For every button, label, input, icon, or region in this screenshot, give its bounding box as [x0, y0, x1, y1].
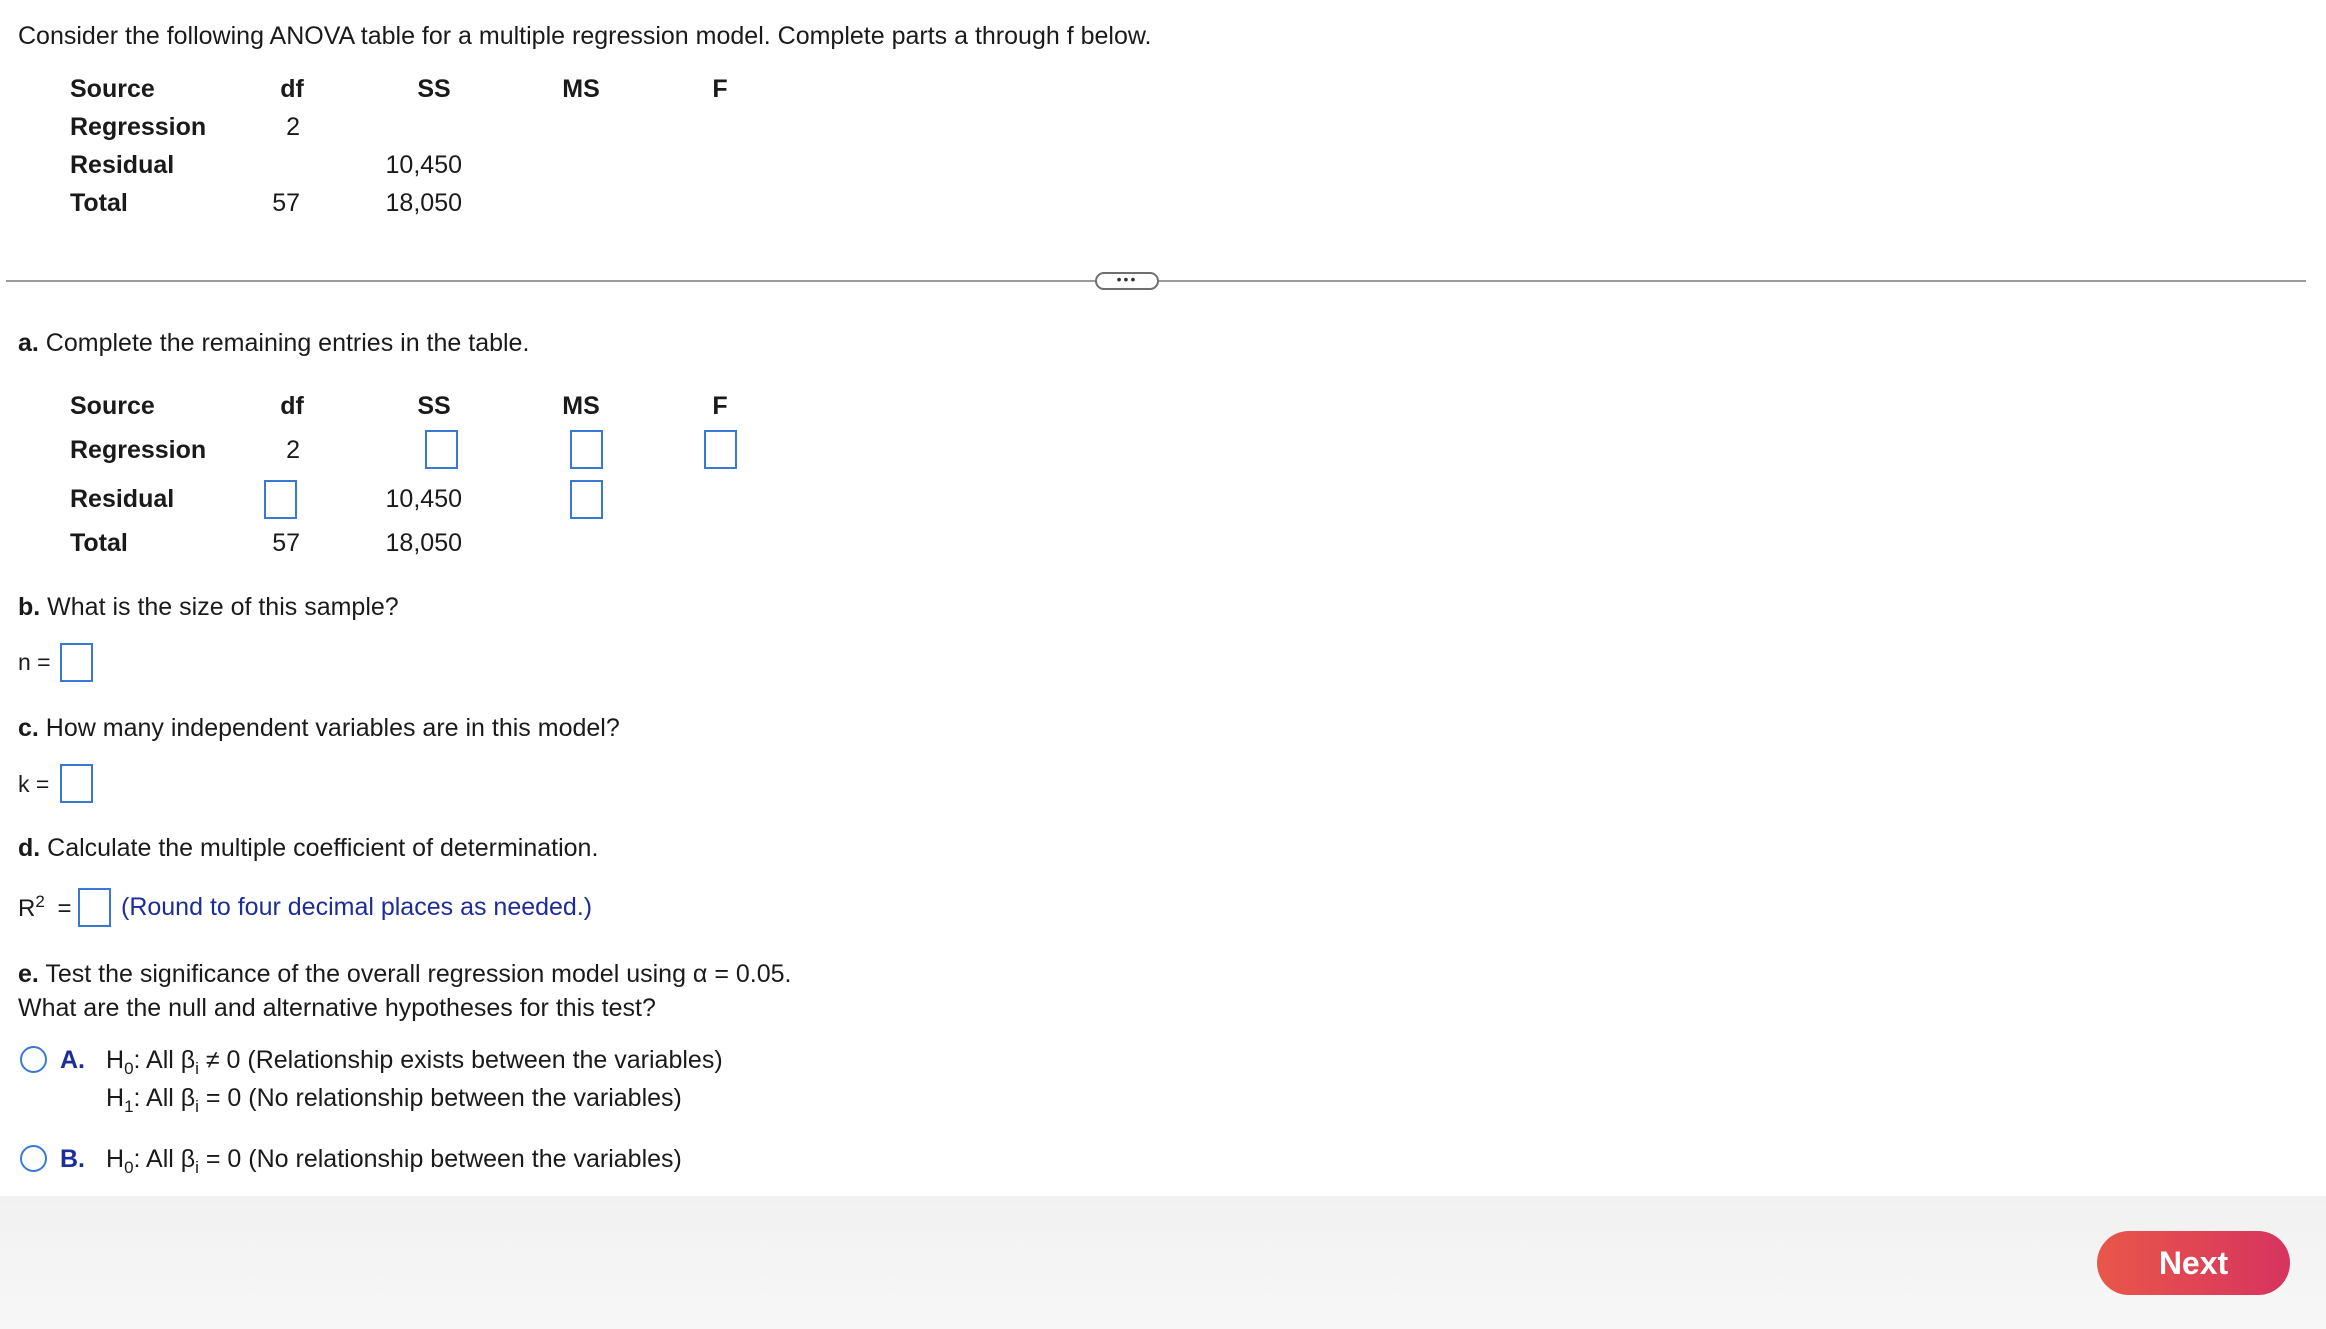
option-a-h1: $H_1$: All $\beta_i = 0$ (No relationship between the variables)	[106, 1084, 682, 1116]
row-label-residual: Residual	[70, 151, 175, 179]
option-a-h0: $H_0$: All $\beta_i \ne 0$ (Relationship exists between the variables)	[106, 1046, 723, 1078]
answer-header-ms: MS	[562, 392, 600, 420]
rounding-note: (Round to four decimal places as needed.)	[121, 893, 593, 921]
answer-regression-df: 2	[286, 436, 300, 464]
sample-size-input[interactable]	[60, 643, 93, 682]
part-e-letter: e.	[18, 960, 39, 988]
answer-row-label-regression: Regression	[70, 436, 207, 464]
option-b-letter: B.	[60, 1145, 85, 1173]
r-squared-exponent: 2	[35, 892, 45, 911]
independent-vars-input[interactable]	[60, 764, 93, 803]
row-label-total: Total	[70, 189, 128, 217]
part-e-prompt	[18, 962, 791, 987]
part-b-letter: b.	[18, 593, 41, 621]
more-options-button[interactable]: •••	[1095, 272, 1159, 290]
answer-residual-ss: 10,450	[385, 485, 462, 513]
part-e-question: What are the null and alternative hypotheses for this test?	[18, 994, 656, 1022]
row-label-regression: Regression	[70, 113, 207, 141]
part-d-prompt	[18, 836, 598, 861]
answer-row-label-total: Total	[70, 529, 128, 557]
part-d-text: Calculate the multiple coefficient of determination.	[40, 834, 599, 862]
r-squared-input[interactable]	[78, 888, 111, 927]
part-e-text: Test the significance of the overall regression model using α = 0.05.	[38, 960, 792, 988]
part-a-prompt	[18, 331, 529, 356]
regression-df: 2	[286, 113, 300, 141]
total-df: 57	[272, 189, 300, 217]
option-a-letter: A.	[60, 1046, 85, 1074]
answer-total-ss: 18,050	[385, 529, 462, 557]
answer-header-df: df	[280, 392, 304, 420]
independent-vars-label: k =	[18, 771, 50, 797]
residual-df-input[interactable]	[264, 480, 297, 519]
header-ms: MS	[562, 75, 600, 103]
r-squared-base: R	[18, 895, 36, 922]
part-d-letter: d.	[18, 834, 41, 862]
option-b-h0: $H_0$: All $\beta_i = 0$ (No relationship between the variables)	[106, 1145, 682, 1177]
answer-header-source: Source	[70, 392, 155, 420]
next-button[interactable]: Next	[2097, 1231, 2290, 1295]
total-ss: 18,050	[385, 189, 462, 217]
regression-ms-input[interactable]	[570, 430, 603, 469]
part-c-text: How many independent variables are in this model?	[38, 714, 620, 742]
answer-total-df: 57	[272, 529, 300, 557]
r-squared-label	[18, 892, 72, 922]
option-b-radio[interactable]	[20, 1145, 47, 1172]
answer-row-label-residual: Residual	[70, 485, 175, 513]
footer-bar	[0, 1196, 2326, 1329]
regression-f-input[interactable]	[704, 430, 737, 469]
part-b-prompt	[18, 595, 399, 620]
part-c-prompt	[18, 716, 620, 741]
part-c-letter: c.	[18, 714, 39, 742]
residual-ms-input[interactable]	[570, 480, 603, 519]
header-ss: SS	[417, 75, 451, 103]
r-squared-equals: =	[57, 895, 72, 922]
header-df: df	[280, 75, 304, 103]
answer-header-f: F	[712, 392, 728, 420]
answer-header-ss: SS	[417, 392, 451, 420]
header-f: F	[712, 75, 728, 103]
header-source: Source	[70, 75, 155, 103]
question-intro: Consider the following ANOVA table for a multiple regression model. Complete parts a through f below.	[18, 22, 1152, 50]
part-a-letter: a.	[18, 329, 39, 357]
part-b-text: What is the size of this sample?	[40, 593, 399, 621]
regression-ss-input[interactable]	[425, 430, 458, 469]
residual-ss: 10,450	[385, 151, 462, 179]
sample-size-label: n =	[18, 649, 51, 675]
part-a-text: Complete the remaining entries in the table.	[38, 329, 530, 357]
option-a-radio[interactable]	[20, 1046, 47, 1073]
